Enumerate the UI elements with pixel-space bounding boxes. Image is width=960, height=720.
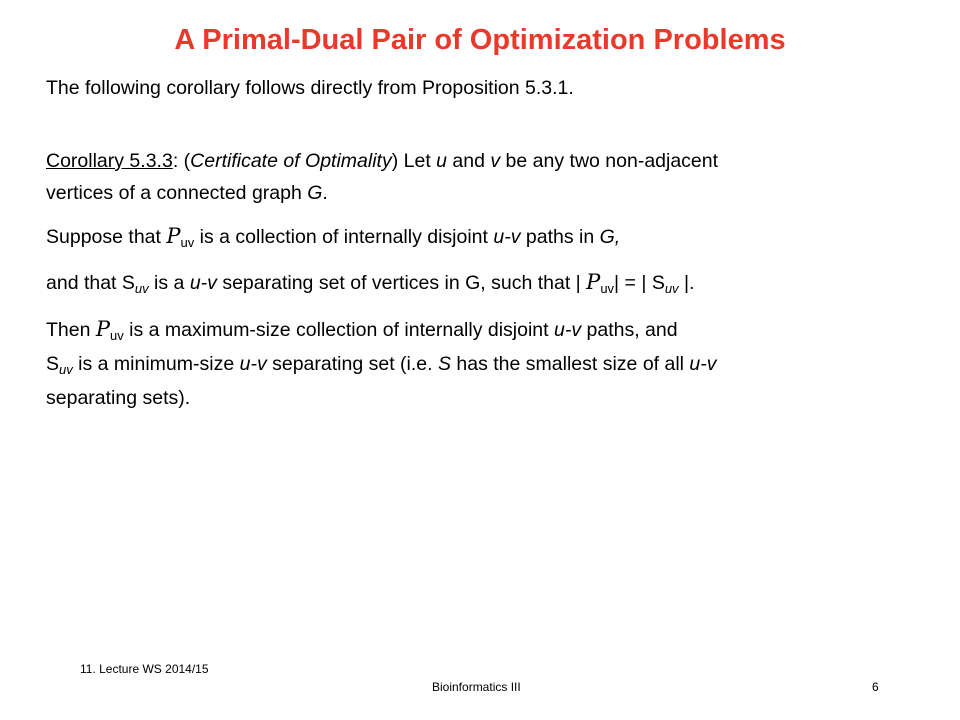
corollary-text-1: ) Let	[391, 150, 437, 172]
footer-page-number: 6	[872, 680, 879, 694]
paths-subscript: uv	[180, 235, 195, 250]
corollary-colon: : (	[172, 150, 191, 172]
var-uv: u-v	[493, 226, 521, 248]
var-g: G	[307, 182, 323, 204]
and-that-mid-3: | = | S	[614, 272, 665, 294]
corollary-line-1	[46, 152, 718, 172]
var-s: S	[437, 353, 451, 375]
footer-lecture: 11. Lecture WS 2014/15	[80, 662, 209, 676]
intro-text: The following corollary follows directly from Proposition 5.3.1.	[46, 77, 574, 99]
paths-subscript: uv	[110, 328, 124, 343]
corollary-line-2-end: .	[322, 182, 328, 204]
footer-course: Bioinformatics III	[432, 680, 521, 694]
separator-line	[46, 355, 717, 375]
var-g: G,	[599, 226, 621, 248]
separator-symbol: S	[46, 353, 60, 375]
var-u: u	[436, 150, 448, 172]
then-line	[46, 319, 678, 341]
separator-subscript: uv	[59, 362, 73, 377]
separator-mid-2: separating set (i.e.	[266, 353, 438, 375]
corollary-name: Certificate of Optimality	[190, 150, 392, 172]
var-uv: u-v	[239, 353, 267, 375]
suppose-line	[46, 226, 620, 248]
and-that-pre: and that S	[46, 272, 135, 294]
corollary-label: Corollary 5.3.3	[46, 150, 173, 172]
slide-title: A Primal-Dual Pair of Optimization Problems	[174, 24, 786, 56]
paths-symbol: P	[166, 224, 181, 248]
var-v: v	[490, 150, 501, 172]
then-post: paths, and	[581, 319, 678, 341]
var-uv: u-v	[689, 353, 717, 375]
corollary-text-3: be any two non-adjacent	[500, 150, 719, 172]
separator-subscript: uv	[664, 281, 679, 296]
corollary-text-2: and	[447, 150, 491, 172]
paths-symbol: P	[95, 317, 111, 341]
and-that-mid-1: is a	[148, 272, 190, 294]
var-uv: u-v	[554, 319, 582, 341]
separator-mid-3: has the smallest size of all	[450, 353, 690, 375]
paths-symbol: P	[586, 270, 601, 294]
paths-subscript: uv	[600, 281, 615, 296]
suppose-post: paths in	[520, 226, 600, 248]
then-pre: Then	[46, 319, 96, 341]
last-line: separating sets).	[46, 387, 191, 409]
and-that-line	[46, 272, 694, 294]
then-mid: is a maximum-size collection of internally disjoint	[123, 319, 554, 341]
corollary-line-2	[46, 184, 328, 204]
separator-mid-1: is a minimum-size	[72, 353, 240, 375]
and-that-mid-2: separating set of vertices in G, such that |	[216, 272, 587, 294]
var-uv: u-v	[189, 272, 217, 294]
and-that-post: |.	[678, 272, 695, 294]
separator-subscript: uv	[134, 281, 149, 296]
suppose-mid: is a collection of internally disjoint	[194, 226, 494, 248]
corollary-line-2-text: vertices of a connected graph	[46, 182, 308, 204]
suppose-pre: Suppose that	[46, 226, 167, 248]
